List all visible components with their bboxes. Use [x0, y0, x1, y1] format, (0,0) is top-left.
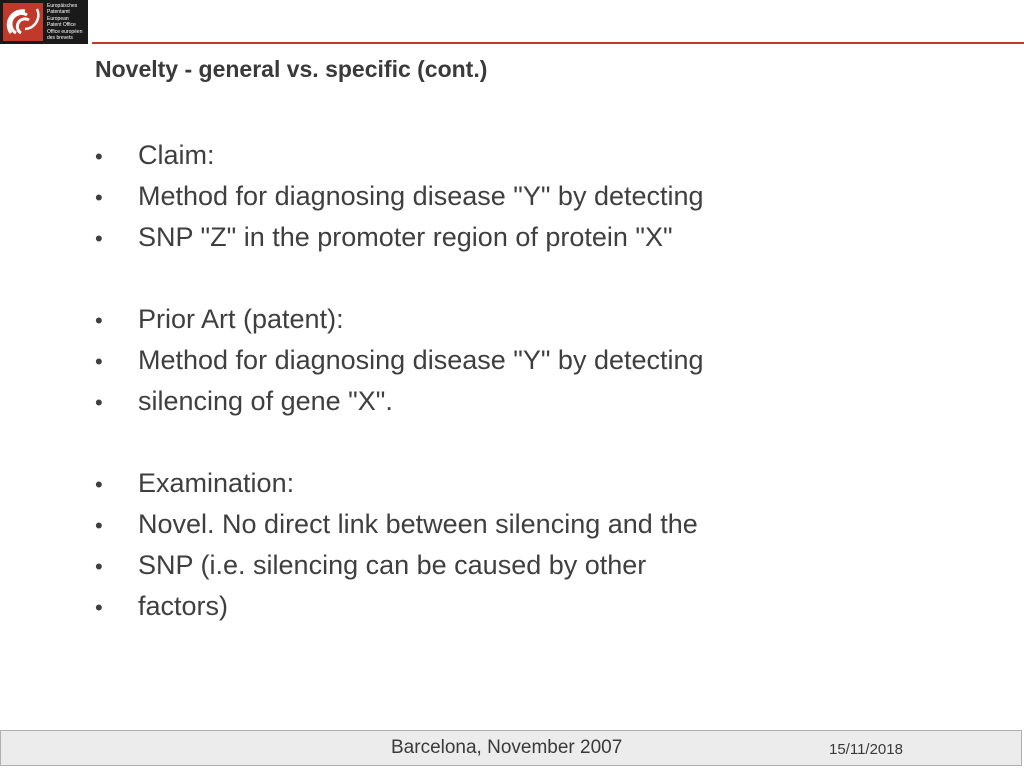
bullet-item — [95, 304, 704, 345]
spacer — [95, 427, 704, 468]
bullet-item — [95, 181, 704, 222]
bullet-icon: • — [95, 144, 103, 169]
logo-line: Patentamt — [47, 9, 70, 15]
logo-text — [47, 3, 83, 41]
bullet-text: Examination: — [138, 468, 295, 498]
logo-line: Patent Office — [47, 22, 76, 28]
bullet-text: Claim: — [138, 140, 215, 170]
bullet-item — [95, 345, 704, 386]
bullet-item — [95, 222, 704, 263]
epo-logo — [0, 0, 88, 44]
bullet-text: Method for diagnosing disease "Y" by detecting — [138, 345, 704, 375]
spacer — [95, 263, 704, 304]
bullet-icon: • — [95, 513, 103, 538]
bullet-text: SNP "Z" in the promoter region of protein "X" — [138, 222, 673, 252]
bullet-item — [95, 591, 704, 632]
bullet-text: Novel. No direct link between silencing and the — [138, 509, 698, 539]
logo-line: Europäisches — [47, 3, 78, 9]
logo-line: Office européen — [47, 29, 83, 35]
bullet-icon: • — [95, 595, 103, 620]
bullet-text: factors) — [138, 591, 229, 621]
bullet-item — [95, 550, 704, 591]
logo-line: European — [47, 16, 69, 22]
bullet-item — [95, 468, 704, 509]
bullet-text: silencing of gene "X". — [138, 386, 393, 416]
logo-line: des brevets — [47, 35, 73, 41]
bullet-item — [95, 386, 704, 427]
bullet-icon: • — [95, 308, 103, 333]
bullet-item — [95, 140, 704, 181]
bullet-text: Method for diagnosing disease "Y" by detecting — [138, 181, 704, 211]
bullet-text: SNP (i.e. silencing can be caused by other — [138, 550, 647, 580]
epo-logo-icon — [3, 3, 43, 41]
header-rule — [92, 42, 1024, 44]
footer-location: Barcelona, November 2007 — [391, 737, 623, 758]
footer-date: 15/11/2018 — [829, 741, 903, 758]
bullet-icon: • — [95, 185, 103, 210]
bullet-icon: • — [95, 554, 103, 579]
bullet-icon: • — [95, 472, 103, 497]
bullet-icon: • — [95, 226, 103, 251]
bullet-item — [95, 509, 704, 550]
bullet-list — [95, 140, 704, 632]
bullet-icon: • — [95, 349, 103, 374]
bullet-text: Prior Art (patent): — [138, 304, 344, 334]
slide-title: Novelty - general vs. specific (cont.) — [95, 56, 488, 82]
bullet-icon: • — [95, 390, 103, 415]
